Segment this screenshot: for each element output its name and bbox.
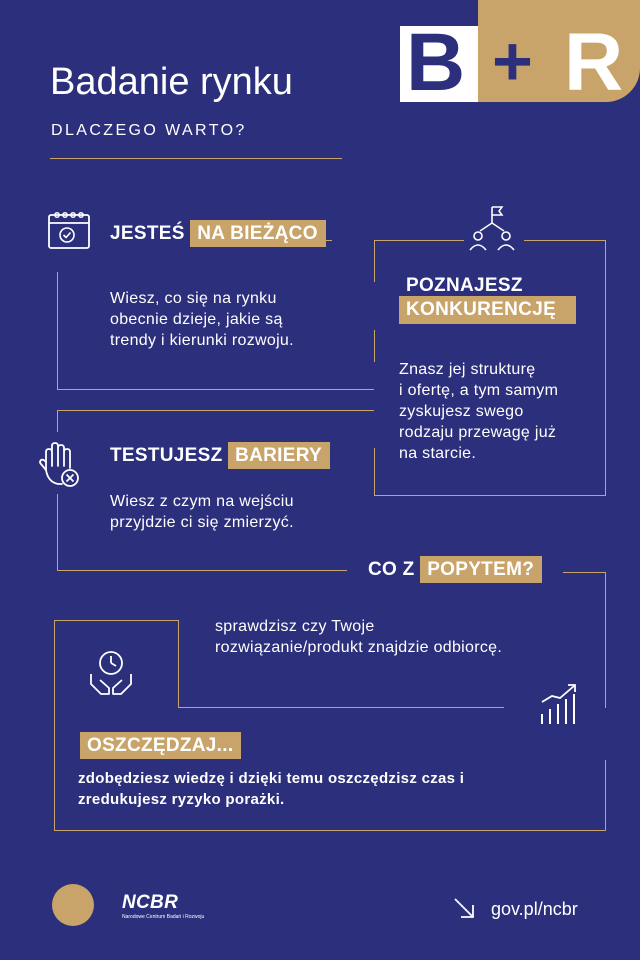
body-line: rozwiązanie/produkt znajdzie odbiorcę. xyxy=(215,639,503,656)
body-line: zredukujesz ryzyko porażki. xyxy=(78,791,285,808)
frame-line xyxy=(178,620,179,708)
section-heading-konkurencja-highlight xyxy=(399,296,576,324)
frame-line xyxy=(374,495,606,496)
ncbr-logo: NCBR xyxy=(122,892,179,913)
page-subtitle: DLACZEGO WARTO? xyxy=(51,122,247,139)
frame-line xyxy=(374,240,464,241)
frame-line xyxy=(57,389,374,390)
heading-highlight: NA BIEŻĄCO xyxy=(190,220,326,247)
body-line: Znasz jej strukturę xyxy=(399,361,536,378)
frame-line xyxy=(524,240,606,241)
frame-line xyxy=(605,572,606,708)
frame-line xyxy=(57,494,58,571)
frame-line xyxy=(605,760,606,831)
frame-line xyxy=(54,620,178,621)
ncbr-logo-subtitle: Narodowe Centrum Badań i Rozwoju xyxy=(122,914,205,920)
logo-plus: + xyxy=(492,22,533,100)
frame-line xyxy=(54,830,606,831)
body-line: przyjdzie ci się zmierzyć. xyxy=(110,514,294,531)
page-title: Badanie rynku xyxy=(50,61,293,103)
body-line: na starcie. xyxy=(399,445,477,462)
section-body-bariery xyxy=(110,491,294,533)
body-line: zdobędziesz wiedzę i dzięki temu oszczędzisz czas i xyxy=(78,770,465,787)
website-link[interactable]: gov.pl/ncbr xyxy=(491,899,578,919)
heading-plain: JESTEŚ xyxy=(110,223,185,244)
heading-plain: TESTUJESZ xyxy=(110,445,223,466)
body-line: i ofertę, a tym samym xyxy=(399,382,559,399)
frame-line xyxy=(374,240,375,282)
hand-stop-icon xyxy=(36,440,82,492)
body-line: Wiesz z czym na wejściu xyxy=(110,493,294,510)
section-heading-oszczedzaj xyxy=(80,732,241,759)
logo-letter-r: R xyxy=(564,17,624,108)
section-heading-biezaco xyxy=(110,220,326,247)
frame-line xyxy=(57,272,58,390)
body-line: obecnie dzieje, jakie są xyxy=(110,311,283,328)
body-line: zyskujesz swego xyxy=(399,403,524,420)
calendar-check-icon xyxy=(47,210,93,250)
body-line: Wiesz, co się na rynku xyxy=(110,290,277,307)
gold-circle xyxy=(52,884,94,926)
heading-highlight: BARIERY xyxy=(228,442,330,469)
bar-chart-growth-icon xyxy=(538,682,580,726)
body-line: trendy i kierunki rozwoju. xyxy=(110,332,294,349)
frame-line xyxy=(374,330,375,362)
frame-line xyxy=(374,448,375,496)
frame-line xyxy=(57,570,347,571)
section-body-popyt xyxy=(215,616,502,658)
frame-line xyxy=(54,620,55,831)
heading-highlight: POPYTEM? xyxy=(420,556,542,583)
frame-line xyxy=(57,410,58,432)
section-heading-bariery xyxy=(110,442,330,469)
frame-line xyxy=(563,572,606,573)
section-heading-popyt xyxy=(368,556,542,583)
heading-plain: POZNAJESZ xyxy=(406,275,523,296)
section-body-oszczedzaj xyxy=(78,768,464,810)
title-divider xyxy=(50,158,342,159)
logo-letter-b: B xyxy=(406,17,466,108)
heading-highlight: KONKURENCJĘ xyxy=(399,296,576,324)
body-line: sprawdzisz czy Twoje xyxy=(215,618,375,635)
section-body-biezaco xyxy=(110,288,294,351)
frame-line xyxy=(57,410,374,411)
body-line: rodzaju przewagę już xyxy=(399,424,557,441)
frame-line xyxy=(605,240,606,496)
arrow-down-right-icon xyxy=(452,896,476,920)
team-flag-icon xyxy=(466,203,522,253)
heading-plain: CO Z xyxy=(368,559,415,580)
heading-highlight: OSZCZĘDZAJ... xyxy=(80,732,241,759)
frame-line xyxy=(178,707,504,708)
hands-clock-icon xyxy=(88,648,134,698)
section-body-konkurencja xyxy=(399,359,558,464)
